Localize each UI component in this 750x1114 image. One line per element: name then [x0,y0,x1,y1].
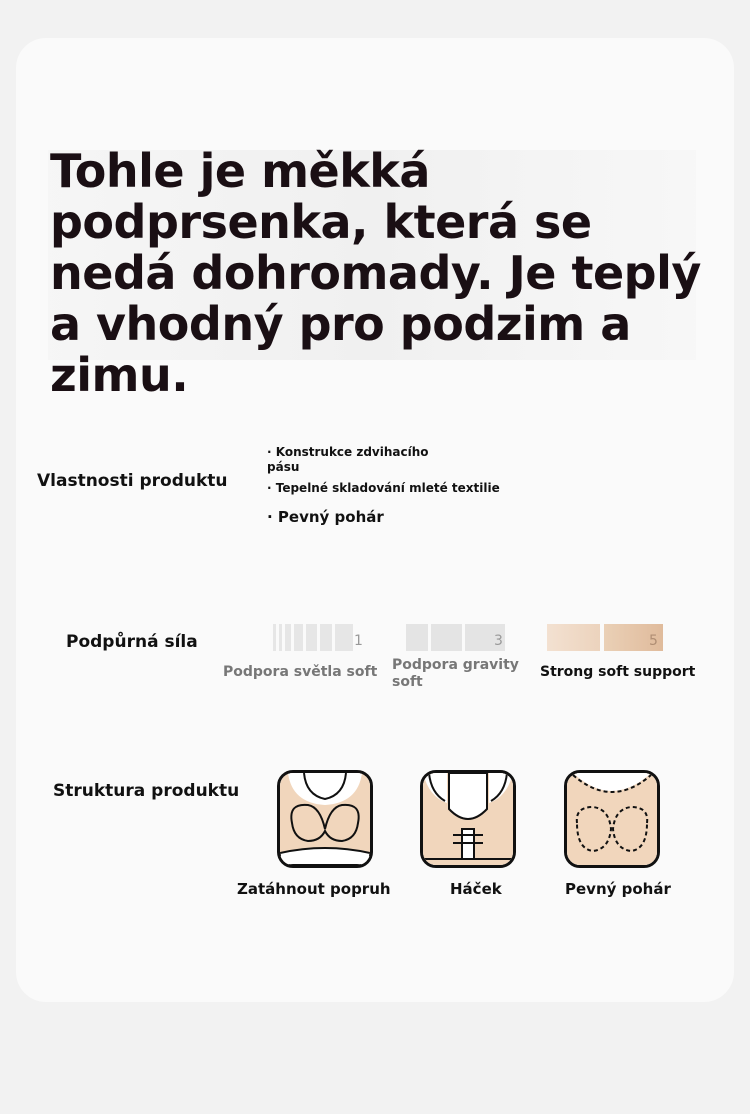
support-scale-1 [273,624,353,651]
fixed-cup-icon [564,770,660,868]
support-scale-3 [406,624,505,651]
support-caption-1: Podpora světla soft [223,664,378,680]
feature-item-1: · Konstrukce zdvihacího pásu [267,445,429,474]
structure-label: Struktura produktu [53,781,240,801]
headline: Tohle je měkká podprsenka, která se nedá dohromady. Je teplý a vhodný pro podzim a zimu. [50,144,701,402]
features-label: Vlastnosti produktu [37,471,228,491]
feature-item-2: · Tepelné skladování mleté textilie [267,481,500,495]
strap-bra-icon [277,770,373,868]
support-scale-5 [547,624,663,651]
hook-bra-icon [420,770,516,868]
support-caption-5: Strong soft support [540,664,696,680]
feature-item-3: · Pevný pohár [267,508,384,526]
structure-caption-1: Zatáhnout popruh [237,880,391,898]
support-number-1: 1 [354,633,363,649]
support-label: Podpůrná síla [66,632,198,652]
support-caption-3: Podpora gravity soft [392,657,519,690]
structure-caption-3: Pevný pohár [565,880,671,898]
support-number-5: 5 [649,633,658,649]
structure-caption-2: Háček [450,880,502,898]
support-number-3: 3 [494,633,503,649]
